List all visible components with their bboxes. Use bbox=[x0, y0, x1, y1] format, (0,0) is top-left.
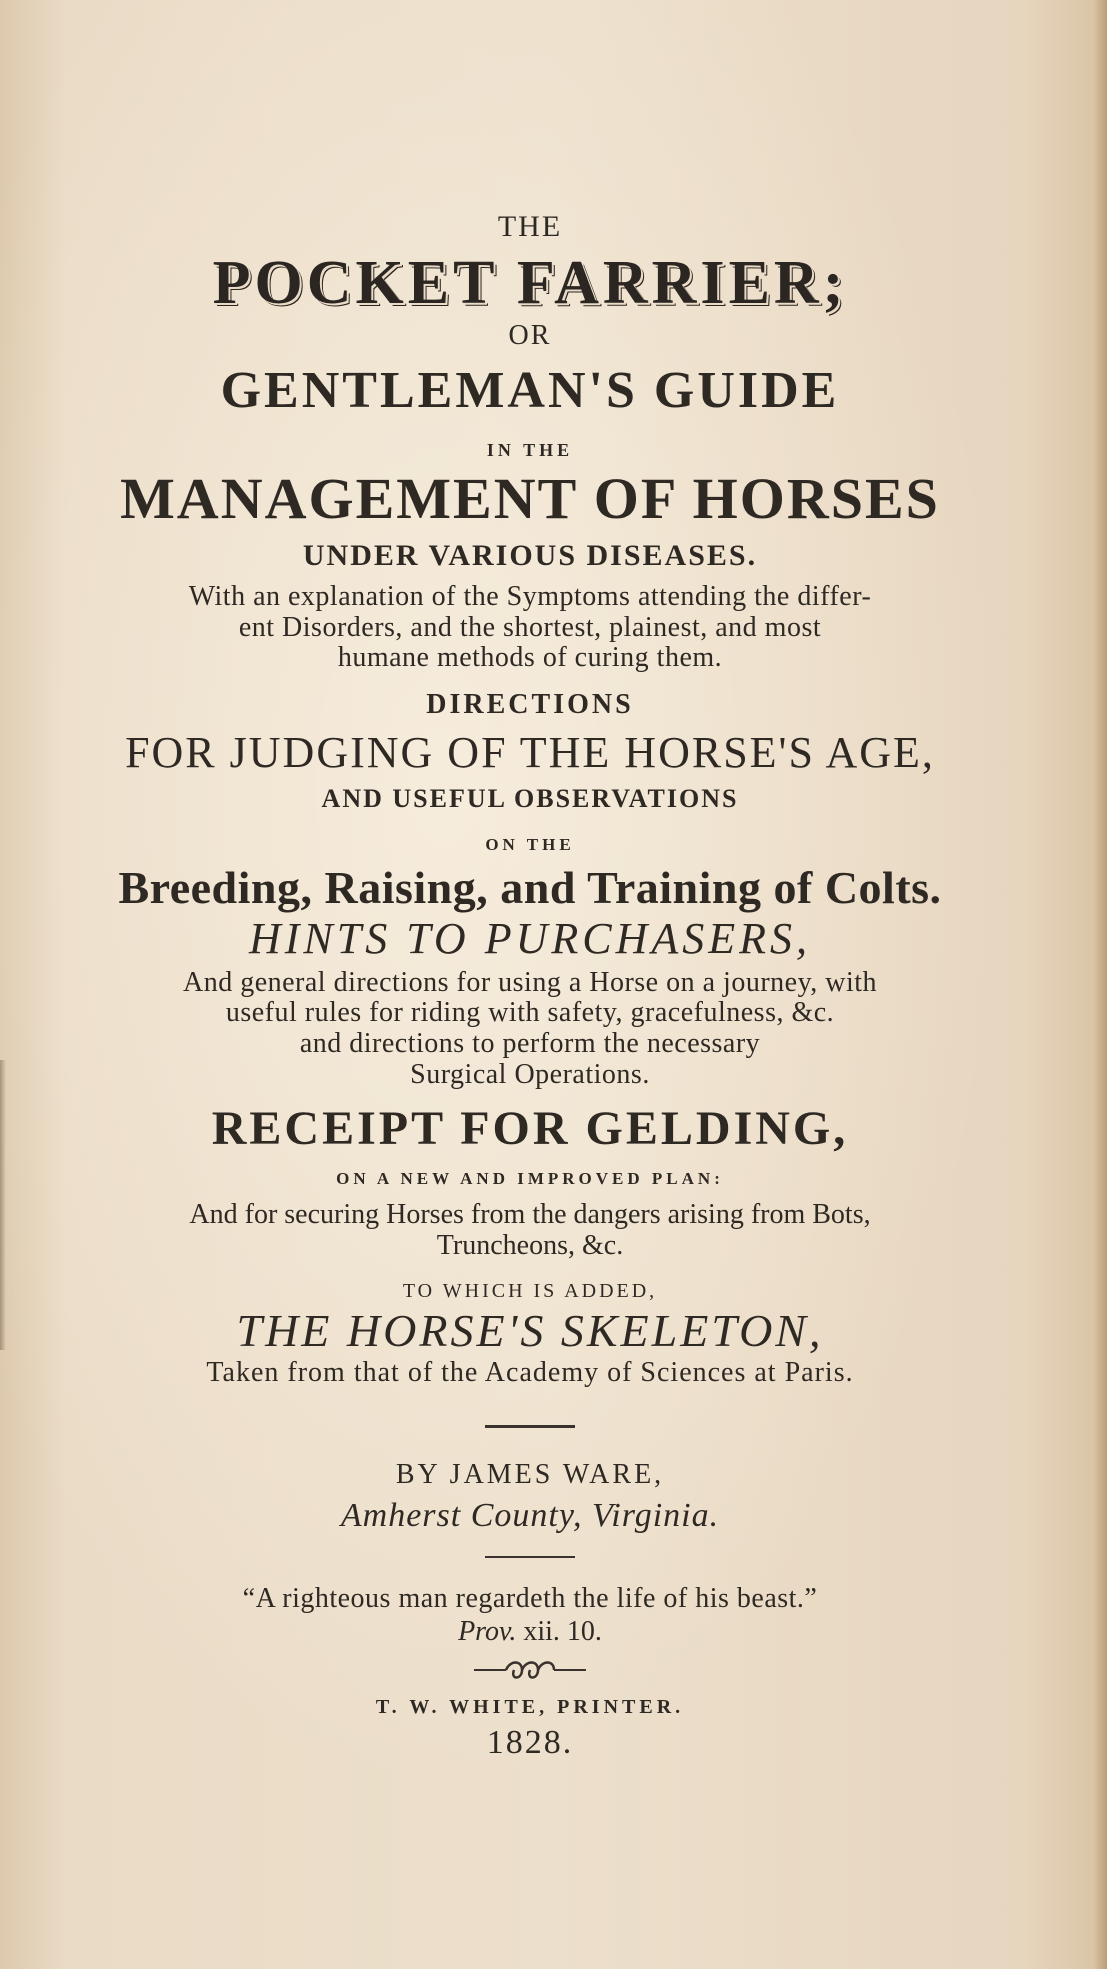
receipt-heading: RECEIPT FOR GELDING, bbox=[211, 1101, 849, 1155]
subtitle: GENTLEMAN'S GUIDE bbox=[220, 361, 840, 419]
explanation-line: ent Disorders, and the shortest, plainest, and most bbox=[238, 611, 822, 643]
epigraph-citation bbox=[90, 1617, 970, 1648]
author-line: BY JAMES WARE, bbox=[395, 1459, 665, 1491]
title-or: OR bbox=[508, 320, 552, 352]
explanation-line: With an explanation of the Symptoms attending the differ- bbox=[188, 580, 872, 612]
main-title: POCKET FARRIER; bbox=[212, 249, 848, 317]
printer-line: T. W. WHITE, PRINTER. bbox=[375, 1696, 685, 1719]
on-the-label: ON THE bbox=[485, 834, 575, 854]
binding-mark bbox=[0, 1060, 6, 1350]
breeding-heading: Breeding, Raising, and Training of Colts. bbox=[118, 861, 942, 913]
general-line: and directions to perform the necessary bbox=[299, 1028, 761, 1060]
in-the-label: IN THE bbox=[486, 440, 574, 461]
general-paragraph bbox=[90, 968, 970, 1091]
ornament-flourish-icon bbox=[470, 1658, 590, 1682]
paris-line: Taken from that of the Academy of Sciences at Paris. bbox=[206, 1357, 854, 1389]
judging-heading: FOR JUDGING OF THE HORSE'S AGE, bbox=[125, 727, 935, 777]
general-line: useful rules for riding with safety, gracefulness, &c. bbox=[225, 997, 835, 1029]
title-page-content bbox=[90, 210, 970, 1761]
citation-book: Prov. bbox=[458, 1616, 517, 1648]
securing-paragraph bbox=[90, 1200, 970, 1262]
diseases-heading: UNDER VARIOUS DISEASES. bbox=[302, 538, 758, 572]
observations-heading: AND USEFUL OBSERVATIONS bbox=[321, 784, 739, 814]
epigraph-quote: “A righteous man regardeth the life of his beast.” bbox=[242, 1583, 818, 1615]
general-line: Surgical Operations. bbox=[410, 1059, 650, 1090]
hints-heading: HINTS TO PURCHASERS, bbox=[249, 914, 811, 964]
added-label: TO WHICH IS ADDED, bbox=[402, 1279, 658, 1302]
securing-line: And for securing Horses from the dangers arising from Bots, bbox=[189, 1199, 871, 1231]
securing-line: Truncheons, &c. bbox=[436, 1230, 624, 1262]
title-the: THE bbox=[497, 210, 563, 243]
explanation-line: humane methods of curing them. bbox=[337, 642, 723, 674]
new-plan-label: ON A NEW AND IMPROVED PLAN: bbox=[336, 1168, 724, 1188]
skeleton-heading: THE HORSE'S SKELETON, bbox=[236, 1304, 824, 1356]
county-line: Amherst County, Virginia. bbox=[340, 1497, 720, 1535]
divider-rule bbox=[485, 1556, 575, 1558]
management-heading: MANAGEMENT OF HORSES bbox=[120, 465, 940, 531]
publication-year: 1828. bbox=[486, 1724, 574, 1762]
page-edge-shadow bbox=[1093, 0, 1107, 1969]
general-line: And general directions for using a Horse on a journey, with bbox=[182, 966, 878, 998]
citation-ref: xii. 10. bbox=[523, 1616, 602, 1648]
explanation-paragraph bbox=[90, 582, 970, 674]
divider-rule bbox=[485, 1425, 575, 1428]
directions-heading: DIRECTIONS bbox=[426, 689, 634, 721]
